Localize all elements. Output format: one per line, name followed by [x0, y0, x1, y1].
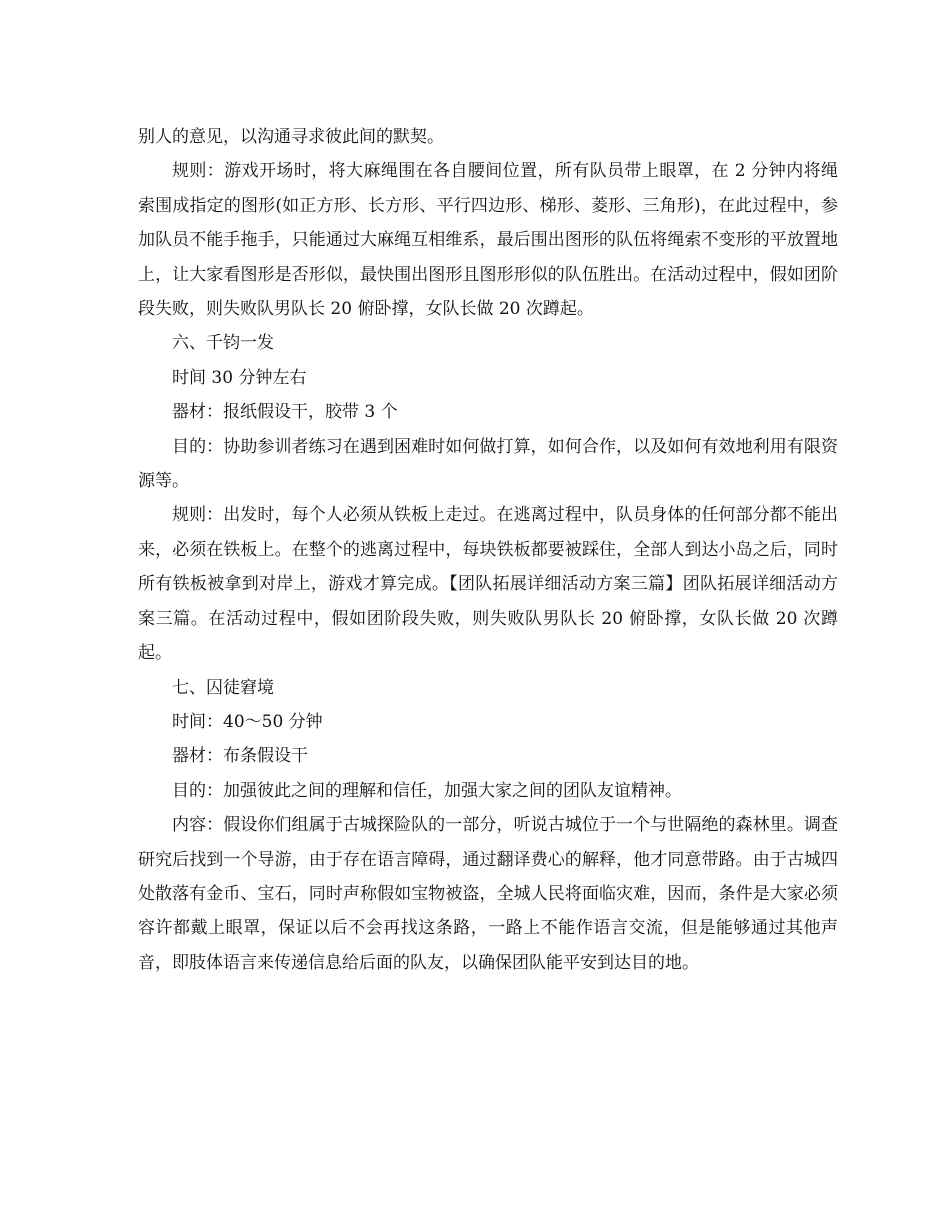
- paragraph-rules-rope: 规则：游戏开场时，将大麻绳围在各自腰间位置，所有队员带上眼罩，在 2 分钟内将绳索围成指定的图形(如正方形、长方形、平行四边形、梯形、菱形、三角形)，在此过程中，参加队员不能手拖手，只能通过大麻绳互相维系，最后围出图形的队伍将绳索不变形的平放置地上，让大家看图形是否形似，最快围出图形且图形形似的队伍胜出。在活动过程中，假如团阶段失败，则失败队男队长 20 俯卧撑，女队长做 20 次蹲起。: [138, 161, 838, 320]
- paragraph-continuation: 别人的意见，以沟通寻求彼此间的默契。: [138, 127, 444, 147]
- paragraph-purpose-seven: 目的：加强彼此之间的理解和信任，加强大家之间的团队友谊精神。: [172, 780, 682, 801]
- section-heading-six: 六、千钧一发: [172, 333, 274, 354]
- section-heading-seven: 七、囚徒窘境: [172, 677, 274, 698]
- paragraph-time-six: 时间 30 分钟左右: [172, 367, 307, 388]
- paragraph-equipment-six: 器材：报纸假设干，胶带 3 个: [172, 402, 398, 423]
- paragraph-content-seven: 内容：假设你们组属于古城探险队的一部分，听说古城位于一个与世隔绝的森林里。调查研究后找到一个导游，由于存在语言障碍，通过翻译费心的解释，他才同意带路。由于古城四处散落有金币、宝石，同时声称假如宝物被盗，全城人民将面临灾难，因而，条件是大家必须容许都戴上眼罩，保证以后不会再找这条路，一路上不能作语言交流，但是能够通过其他声音，即肢体语言来传递信息给后面的队友，以确保团队能平安到达目的地。: [138, 815, 838, 973]
- paragraph-time-seven: 时间：40～50 分钟: [172, 711, 323, 732]
- paragraph-purpose-six: 目的：协助参训者练习在遇到困难时如何做打算，如何合作，以及如何有效地利用有限资源等。: [138, 436, 838, 492]
- document-page: [138, 120, 838, 980]
- paragraph-rules-six: 规则：出发时，每个人必须从铁板上走过。在逃离过程中，队员身体的任何部分都不能出来，必须在铁板上。在整个的逃离过程中，每块铁板都要被踩住，全部人到达小岛之后，同时所有铁板被拿到对岸上，游戏才算完成。【团队拓展详细活动方案三篇】团队拓展详细活动方案三篇。在活动过程中，假如团阶段失败，则失败队男队长 20 俯卧撑，女队长做 20 次蹲起。: [138, 505, 838, 664]
- paragraph-equipment-seven: 器材：布条假设干: [172, 746, 308, 767]
